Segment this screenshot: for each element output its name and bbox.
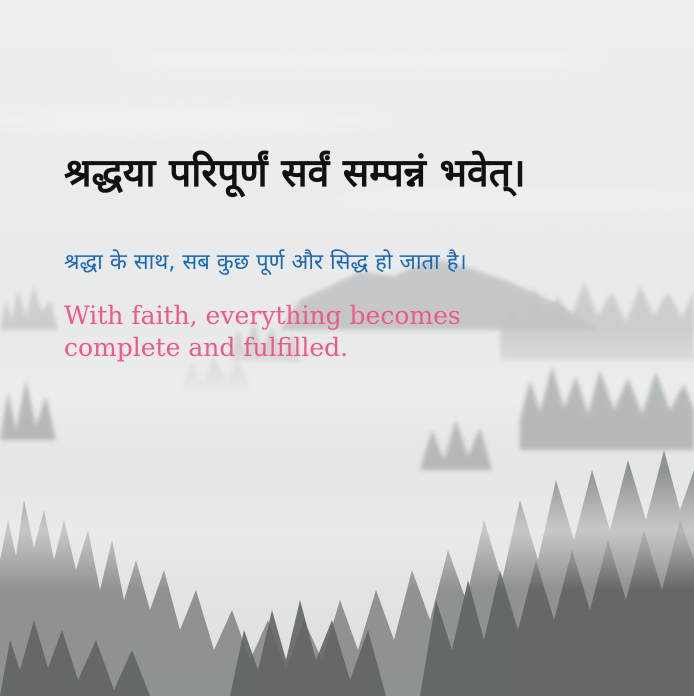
- sanskrit-verse: श्रद्धया परिपूर्णं सर्वं सम्पन्नं भवेत्।: [64, 151, 526, 196]
- english-translation: With faith, everything becomes complete and fulfilled.: [64, 301, 461, 362]
- quote-block: [64, 146, 644, 364]
- hindi-translation: श्रद्धा के साथ, सब कुछ पूर्ण और सिद्ध हो जाता है।: [64, 250, 467, 275]
